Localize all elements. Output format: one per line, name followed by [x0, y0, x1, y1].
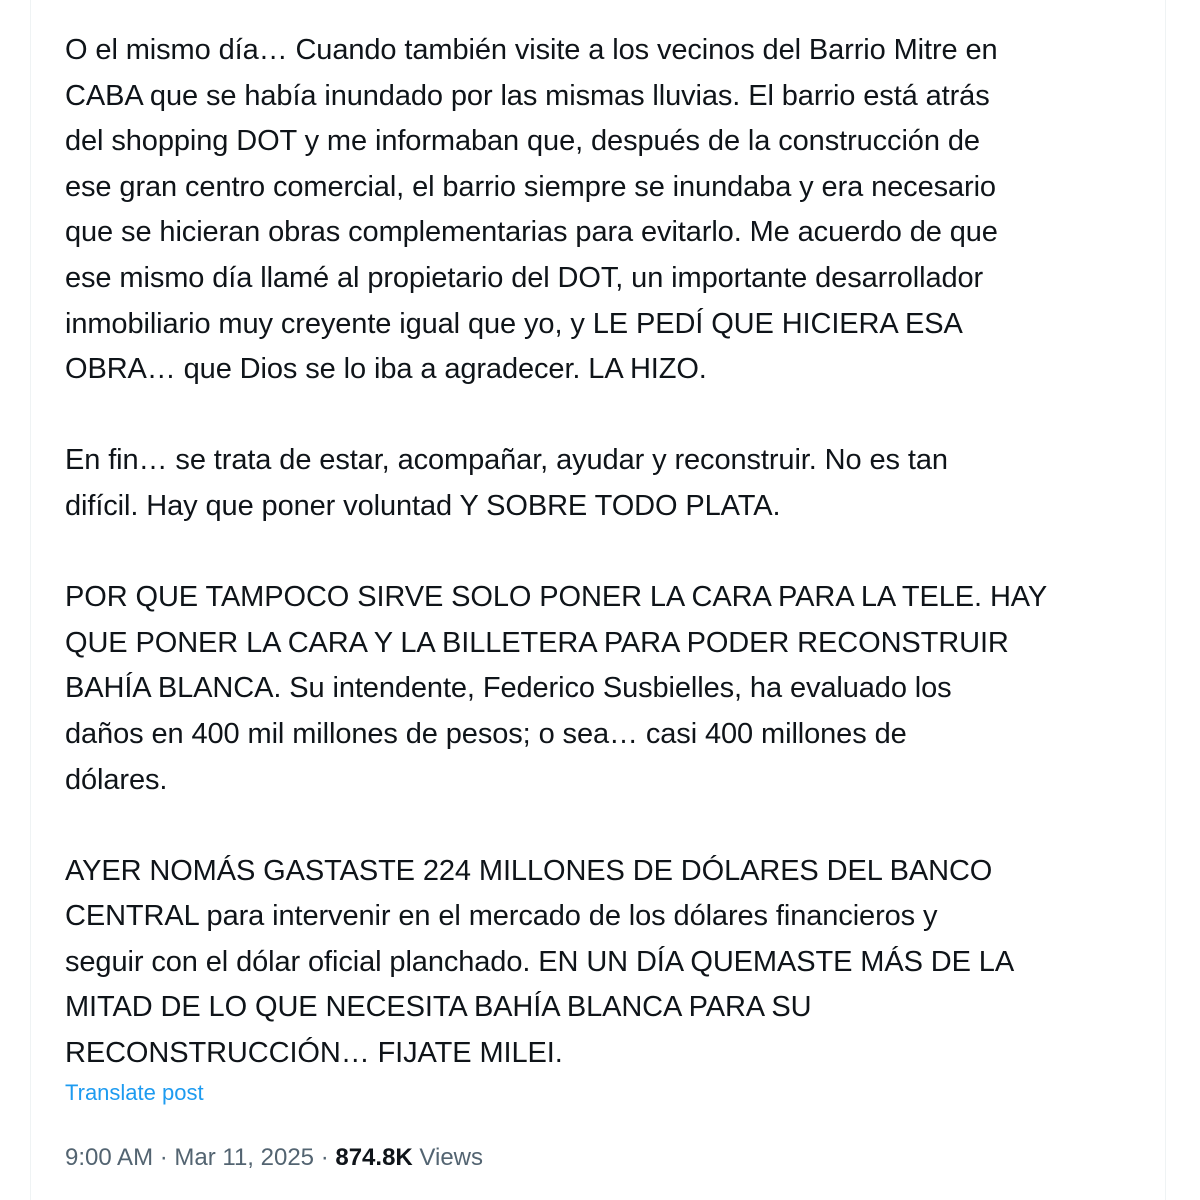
meta-separator: · — [314, 1144, 336, 1171]
post-paragraph-1: O el mismo día… Cuando también visite a los vecinos del Barrio Mitre en CABA que se había inundado por las mismas lluvias. El barrio está atrás del shopping DOT y me informaban que, después de la construcción de ese gran centro comercial, el barrio siempre se inundaba y era necesario que se hicieran obras complementarias para evitarlo. Me acuerdo de que ese mismo día llamé al propietario del DOT, un importante desarrollador inmobiliario muy creyente igual que yo, y LE PEDÍ QUE HICIERA ESA OBRA… que Dios se lo iba a agradecer. LA HIZO. — [65, 34, 998, 386]
post-text — [65, 28, 1155, 1077]
views-count: 874.8K — [335, 1144, 413, 1171]
post-card — [30, 0, 1166, 1200]
post-date[interactable]: Mar 11, 2025 — [174, 1144, 315, 1171]
post-paragraph-2: En fin… se trata de estar, acompañar, ayudar y reconstruir. No es tan difícil. Hay que poner voluntad Y SOBRE TODO PLATA. — [65, 444, 948, 522]
post-time[interactable]: 9:00 AM — [65, 1144, 154, 1171]
meta-separator: · — [153, 1144, 175, 1171]
post-paragraph-3: POR QUE TAMPOCO SIRVE SOLO PONER LA CARA PARA LA TELE. HAY QUE PONER LA CARA Y LA BILLETERA PARA PODER RECONSTRUIR BAHÍA BLANCA. Su intendente, Federico Susbielles, ha evaluado los daños en 400 mil millones de pesos; o sea… casi 400 millones de dólares. — [65, 581, 1048, 796]
translate-post-link[interactable]: Translate post — [65, 1080, 204, 1105]
post-paragraph-4: AYER NOMÁS GASTASTE 224 MILLONES DE DÓLARES DEL BANCO CENTRAL para intervenir en el mercado de los dólares financieros y seguir con el dólar oficial planchado. EN UN DÍA QUEMASTE MÁS DE LA MITAD DE LO QUE NECESITA BAHÍA BLANCA PARA SU RECONSTRUCCIÓN… FIJATE MILEI. — [65, 854, 1015, 1070]
post-metadata — [65, 1144, 483, 1172]
views-label: Views — [419, 1144, 484, 1171]
